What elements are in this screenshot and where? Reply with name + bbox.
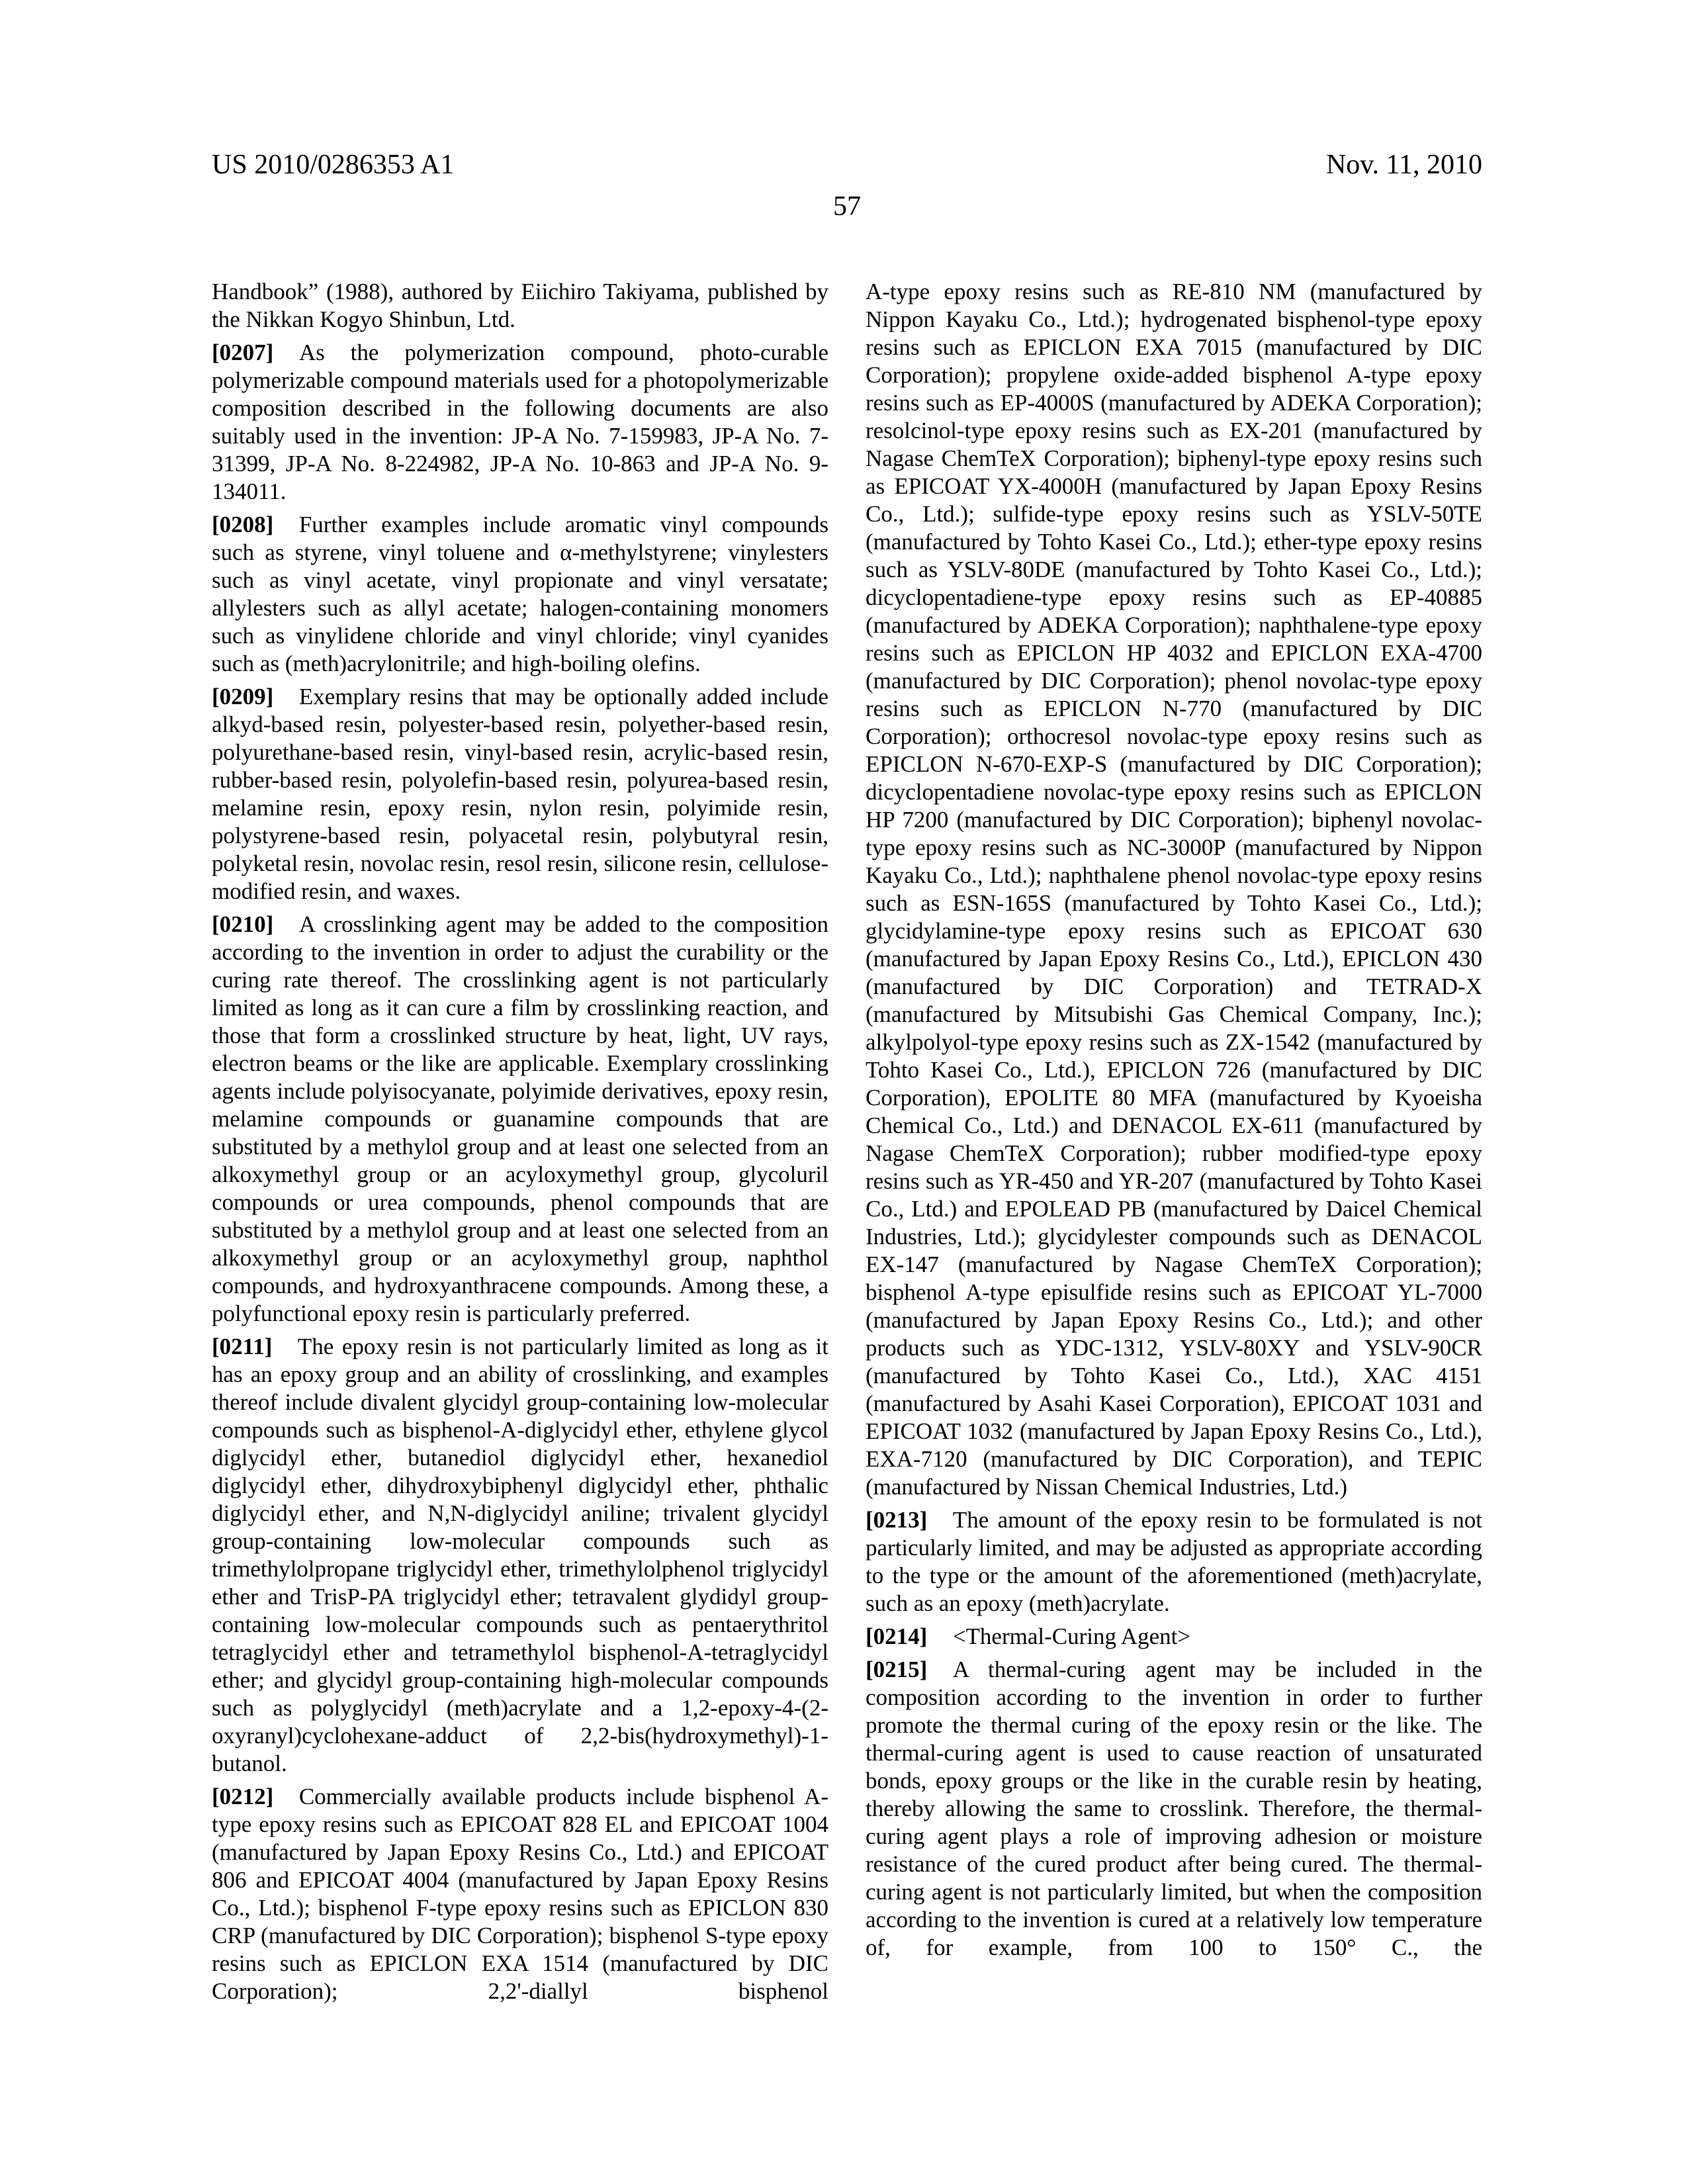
paragraph-number: [0209] — [212, 684, 274, 709]
paragraph-text: <Thermal-Curing Agent> — [952, 1623, 1191, 1649]
paragraph-0211 — [212, 1333, 828, 1778]
paragraph-text: A thermal-curing agent may be included in the composition according to the invention in order to further promote the thermal curing of the epoxy resin or the like. The thermal-curing agent is used to cause reaction of unsaturated bonds, epoxy groups or the like in the curable resin by heating, thereby allowing the same to crosslink. Therefore, the thermal-curing agent plays a role of improving adhesion or moisture resistance of the cured product after being cured. The thermal-curing agent is not particularly limited, but when the composition according to the invention is cured at a relatively low temperature of, for example, from 100 to 150° C., the — [866, 1657, 1482, 1960]
paragraph-0209 — [212, 683, 828, 905]
paragraph-0210 — [212, 911, 828, 1328]
paragraph-0212-continuation — [866, 278, 1482, 1501]
paragraph-text: Exemplary resins that may be optionally added include alkyd-based resin, polyester-based resin, polyether-based resin, polyurethane-based resin, vinyl-based resin, acrylic-based resin, rubber-based resin, polyolefin-based resin, polyurea-based resin, melamine resin, epoxy resin, nylon resin, polyimide resin, polystyrene-based resin, polyacetal resin, polybutyral resin, polyketal resin, novolac resin, resol resin, silicone resin, cellulose-modified resin, and waxes. — [212, 684, 828, 904]
text-columns — [212, 278, 1482, 2005]
paragraph-number: [0210] — [212, 911, 274, 937]
paragraph-0208 — [212, 511, 828, 678]
paragraph-0213 — [866, 1506, 1482, 1617]
paragraph-number: [0212] — [212, 1784, 274, 1809]
paragraph-continuation — [212, 278, 828, 334]
right-column — [866, 278, 1482, 2005]
paragraph-0215 — [866, 1656, 1482, 1962]
paragraph-number: [0211] — [212, 1334, 273, 1359]
page-number: 57 — [833, 191, 861, 222]
paragraph-number: [0214] — [866, 1623, 928, 1649]
paragraph-number: [0207] — [212, 340, 274, 365]
paragraph-text: The epoxy resin is not particularly limited as long as it has an epoxy group and an ability of crosslinking, and examples thereof include divalent glycidyl group-containing low-molecular compounds such as bisphenol-A-diglycidyl ether, ethylene glycol diglycidyl ether, butanediol diglycidyl ether, hexanediol diglycidyl ether, dihydroxybiphenyl diglycidyl ether, phthalic diglycidyl ether, and N,N-diglycidyl aniline; trivalent glycidyl group-containing low-molecular compounds such as trimethylolpropane triglycidyl ether, trimethylolphenol triglycidyl ether and TrisP-PA triglycidyl ether; tetravalent glydidyl group-containing low-molecular compounds such as pentaerythritol tetraglycidyl ether and tetramethylol bisphenol-A-tetraglycidyl ether; and glycidyl group-containing high-molecular compounds such as polyglycidyl (meth)acrylate and a 1,2-epoxy-4-(2-oxyranyl)cyclohexane-adduct of 2,2-bis(hydroxymethyl)-1-butanol. — [212, 1334, 828, 1776]
paragraph-text: Handbook” (1988), authored by Eiichiro Takiyama, published by the Nikkan Kogyo Shinbun, Ltd. — [212, 279, 828, 332]
paragraph-number: [0208] — [212, 512, 274, 537]
paragraph-number: [0215] — [866, 1657, 928, 1682]
paragraph-text: A crosslinking agent may be added to the composition according to the invention in order to adjust the curability or the curing rate thereof. The crosslinking agent is not particularly limited as long as it can cure a film by crosslinking reaction, and those that form a crosslinked structure by heat, light, UV rays, electron beams or the like are applicable. Exemplary crosslinking agents include polyisocyanate, polyimide derivatives, epoxy resin, melamine compounds or guanamine compounds that are substituted by a methylol group and at least one selected from an alkoxymethyl group or an acyloxymethyl group, glycoluril compounds or urea compounds, phenol compounds that are substituted by a methylol group and at least one selected from an alkoxymethyl group or an acyloxymethyl group, naphthol compounds, and hydroxyanthracene compounds. Among these, a polyfunctional epoxy resin is particularly preferred. — [212, 911, 828, 1326]
left-column — [212, 278, 828, 2005]
paragraph-0214 — [866, 1623, 1482, 1651]
paragraph-0207 — [212, 339, 828, 506]
paragraph-text: Commercially available products include bisphenol A-type epoxy resins such as EPICOAT 828 EL and EPICOAT 1004 (manufactured by Japan Epoxy Resins Co., Ltd.) and EPICOAT 806 and EPICOAT 4004 (manufactured by Japan Epoxy Resins Co., Ltd.); bisphenol F-type epoxy resins such as EPICLON 830 CRP (manufactured by DIC Corporation); bisphenol S-type epoxy resins such as EPICLON EXA 1514 (manufactured by DIC Corporation); 2,2'-diallyl bisphenol — [212, 1784, 828, 2004]
paragraph-0212 — [212, 1783, 828, 2005]
page-header — [212, 0, 1482, 180]
paragraph-text: Further examples include aromatic vinyl compounds such as styrene, vinyl toluene and α-methylstyrene; vinylesters such as vinyl acetate, vinyl propionate and vinyl versatate; allylesters such as allyl acetate; halogen-containing monomers such as vinylidene chloride and vinyl chloride; vinyl cyanides such as (meth)acrylonitrile; and high-boiling olefins. — [212, 512, 828, 676]
paragraph-number: [0213] — [866, 1507, 928, 1533]
paragraph-text: A-type epoxy resins such as RE-810 NM (manufactured by Nippon Kayaku Co., Ltd.); hydrogenated bisphenol-type epoxy resins such as EPICLON EXA 7015 (manufactured by DIC Corporation); propylene oxide-added bisphenol A-type epoxy resins such as EP-4000S (manufactured by ADEKA Corporation); resolcinol-type epoxy resins such as EX-201 (manufactured by Nagase ChemTeX Corporation); biphenyl-type epoxy resins such as EPICOAT YX-4000H (manufactured by Japan Epoxy Resins Co., Ltd.); sulfide-type epoxy resins such as YSLV-50TE (manufactured by Tohto Kasei Co., Ltd.); ether-type epoxy resins such as YSLV-80DE (manufactured by Tohto Kasei Co., Ltd.); dicyclopentadiene-type epoxy resins such as EP-40885 (manufactured by ADEKA Corporation); naphthalene-type epoxy resins such as EPICLON HP 4032 and EPICLON EXA-4700 (manufactured by DIC Corporation); phenol novolac-type epoxy resins such as EPICLON N-770 (manufactured by DIC Corporation); orthocresol novolac-type epoxy resins such as EPICLON N-670-EXP-S (manufactured by DIC Corporation); dicyclopentadiene novolac-type epoxy resins such as EPICLON HP 7200 (manufactured by DIC Corporation); biphenyl novolac-type epoxy resins such as NC-3000P (manufactured by Nippon Kayaku Co., Ltd.); naphthalene phenol novolac-type epoxy resins such as ESN-165S (manufactured by Tohto Kasei Co., Ltd.); glycidylamine-type epoxy resins such as EPICOAT 630 (manufactured by Japan Epoxy Resins Co., Ltd.), EPICLON 430 (manufactured by DIC Corporation) and TETRAD-X (manufactured by Mitsubishi Gas Chemical Company, Inc.); alkylpolyol-type epoxy resins such as ZX-1542 (manufactured by Tohto Kasei Co., Ltd.), EPICLON 726 (manufactured by DIC Corporation), EPOLITE 80 MFA (manufactured by Kyoeisha Chemical Co., Ltd.) and DENACOL EX-611 (manufactured by Nagase ChemTeX Corporation); rubber modified-type epoxy resins such as YR-450 and YR-207 (manufactured by Tohto Kasei Co., Ltd.) and EPOLEAD PB (manufactured by Daicel Chemical Industries, Ltd.); glycidylester compounds such as DENACOL EX-147 (manufactured by Nagase ChemTeX Corporation); bisphenol A-type episulfide resins such as EPICOAT YL-7000 (manufactured by Japan Epoxy Resins Co., Ltd.); and other products such as YDC-1312, YSLV-80XY and YSLV-90CR (manufactured by Tohto Kasei Co., Ltd.), XAC 4151 (manufactured by Asahi Kasei Corporation), EPICOAT 1031 and EPICOAT 1032 (manufactured by Japan Epoxy Resins Co., Ltd.), EXA-7120 (manufactured by DIC Corporation), and TEPIC (manufactured by Nissan Chemical Industries, Ltd.) — [866, 279, 1482, 1500]
paragraph-text: The amount of the epoxy resin to be formulated is not particularly limited, and may be adjusted as appropriate according to the type or the amount of the aforementioned (meth)acrylate, such as an epoxy (meth)acrylate. — [866, 1507, 1482, 1616]
paragraph-text: As the polymerization compound, photo-curable polymerizable compound materials used for a photopolymerizable composition described in the following documents are also suitably used in the invention: JP-A No. 7-159983, JP-A No. 7-31399, JP-A No. 8-224982, JP-A No. 10-863 and JP-A No. 9-134011. — [212, 340, 828, 504]
publication-number: US 2010/0286353 A1 — [212, 150, 455, 180]
publication-date: Nov. 11, 2010 — [1325, 150, 1482, 180]
